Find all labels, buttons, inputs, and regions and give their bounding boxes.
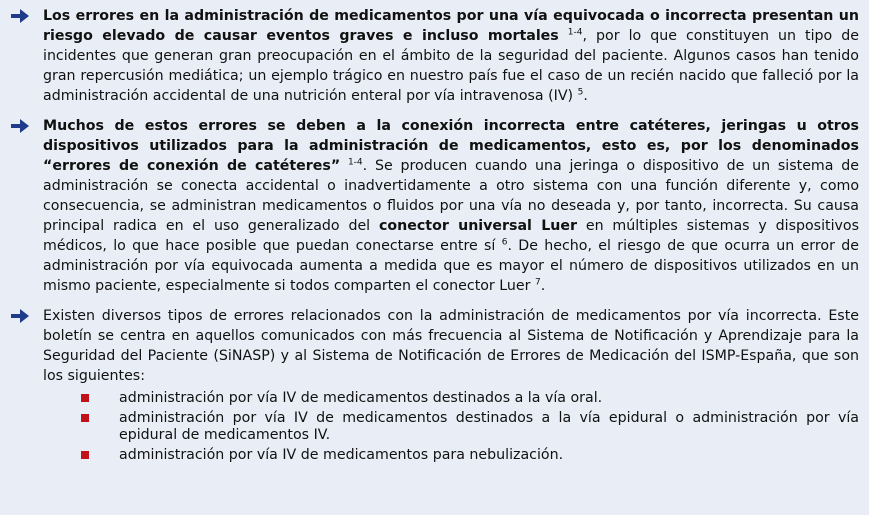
paragraph-2-text-2: en múltiples sistemas y dispositivos médicos, lo que hace posible que puedan conectarse entre sí [43,218,859,254]
paragraph-1-bold: Los errores en la administración de medicamentos por una vía equivocada o incorrecta presentan un riesgo elevado de causar eventos graves e incluso mortales [43,8,859,44]
citation-3: 1-4 [347,157,363,168]
paragraph-1-end: . [583,88,588,104]
citation-2: 5 [577,87,584,98]
paragraph-1 [10,6,859,106]
paragraph-2-end: . [540,278,546,294]
right-arrow-icon [10,308,30,324]
list-item: administración por vía IV de medicamentos para nebulización. [81,447,859,464]
paragraph-3 [10,306,859,464]
paragraph-2 [10,116,859,296]
citation-4: 6 [501,237,508,248]
right-arrow-icon [10,118,30,134]
list-item: administración por vía IV de medicamentos destinados a la vía oral. [81,390,859,407]
paragraph-2-bold: Muchos de estos errores se deben a la conexión incorrecta entre catéteres, jeringas u otros dispositivos utilizados para la administración de medicamentos, esto es, por los denominados “errores de conexión de catéteres” [43,118,859,174]
error-type-list [43,390,859,464]
right-arrow-icon [10,8,30,24]
luer-connector-term: conector universal Luer [379,218,577,234]
paragraph-2-text: . Se producen cuando una jeringa o dispositivo de un sistema de administración se conecta accidental o inadvertidamente a otro sistema con una función diferente y, como consecuencia, se administran medicamentos o fluidos por una vía no deseada y, por tanto, incorrecta. Su causa principal radica en el uso generalizado del [43,158,859,234]
red-square-bullet-icon [81,414,89,422]
red-square-bullet-icon [81,451,89,459]
citation-5: 7 [535,277,541,288]
paragraph-3-text: Existen diversos tipos de errores relacionados con la administración de medicamentos por vía incorrecta. Este boletín se centra en aquellos comunicados con más frecuencia al Sistema de Notificación y Aprendizaje para la Seguridad del Paciente (SiNASP) y al Sistema de Notificación de Errores de Medicación del ISMP-España, que son los siguientes: [43,308,859,384]
paragraph-1-text: , por lo que constituyen un tipo de incidentes que generan gran preocupación en el ámbito de la seguridad del paciente. Algunos casos han tenido gran repercusión mediática; un ejemplo trágico en nuestro país fue el caso de un recién nacido que falleció por la administración accidental de una nutrición enteral por vía intravenosa (IV) [43,28,859,104]
red-square-bullet-icon [81,394,89,402]
paragraph-2-text-3: . De hecho, el riesgo de que ocurra un error de administración por vía equivocada aumenta a medida que es mayor el número de dispositivos utilizados en un mismo paciente, especialmente si todos comparten el conector Luer [43,238,859,294]
list-item: administración por vía IV de medicamentos destinados a la vía epidural o administración por vía epidural de medicamentos IV. [81,410,859,444]
citation-1: 1-4 [567,27,583,38]
